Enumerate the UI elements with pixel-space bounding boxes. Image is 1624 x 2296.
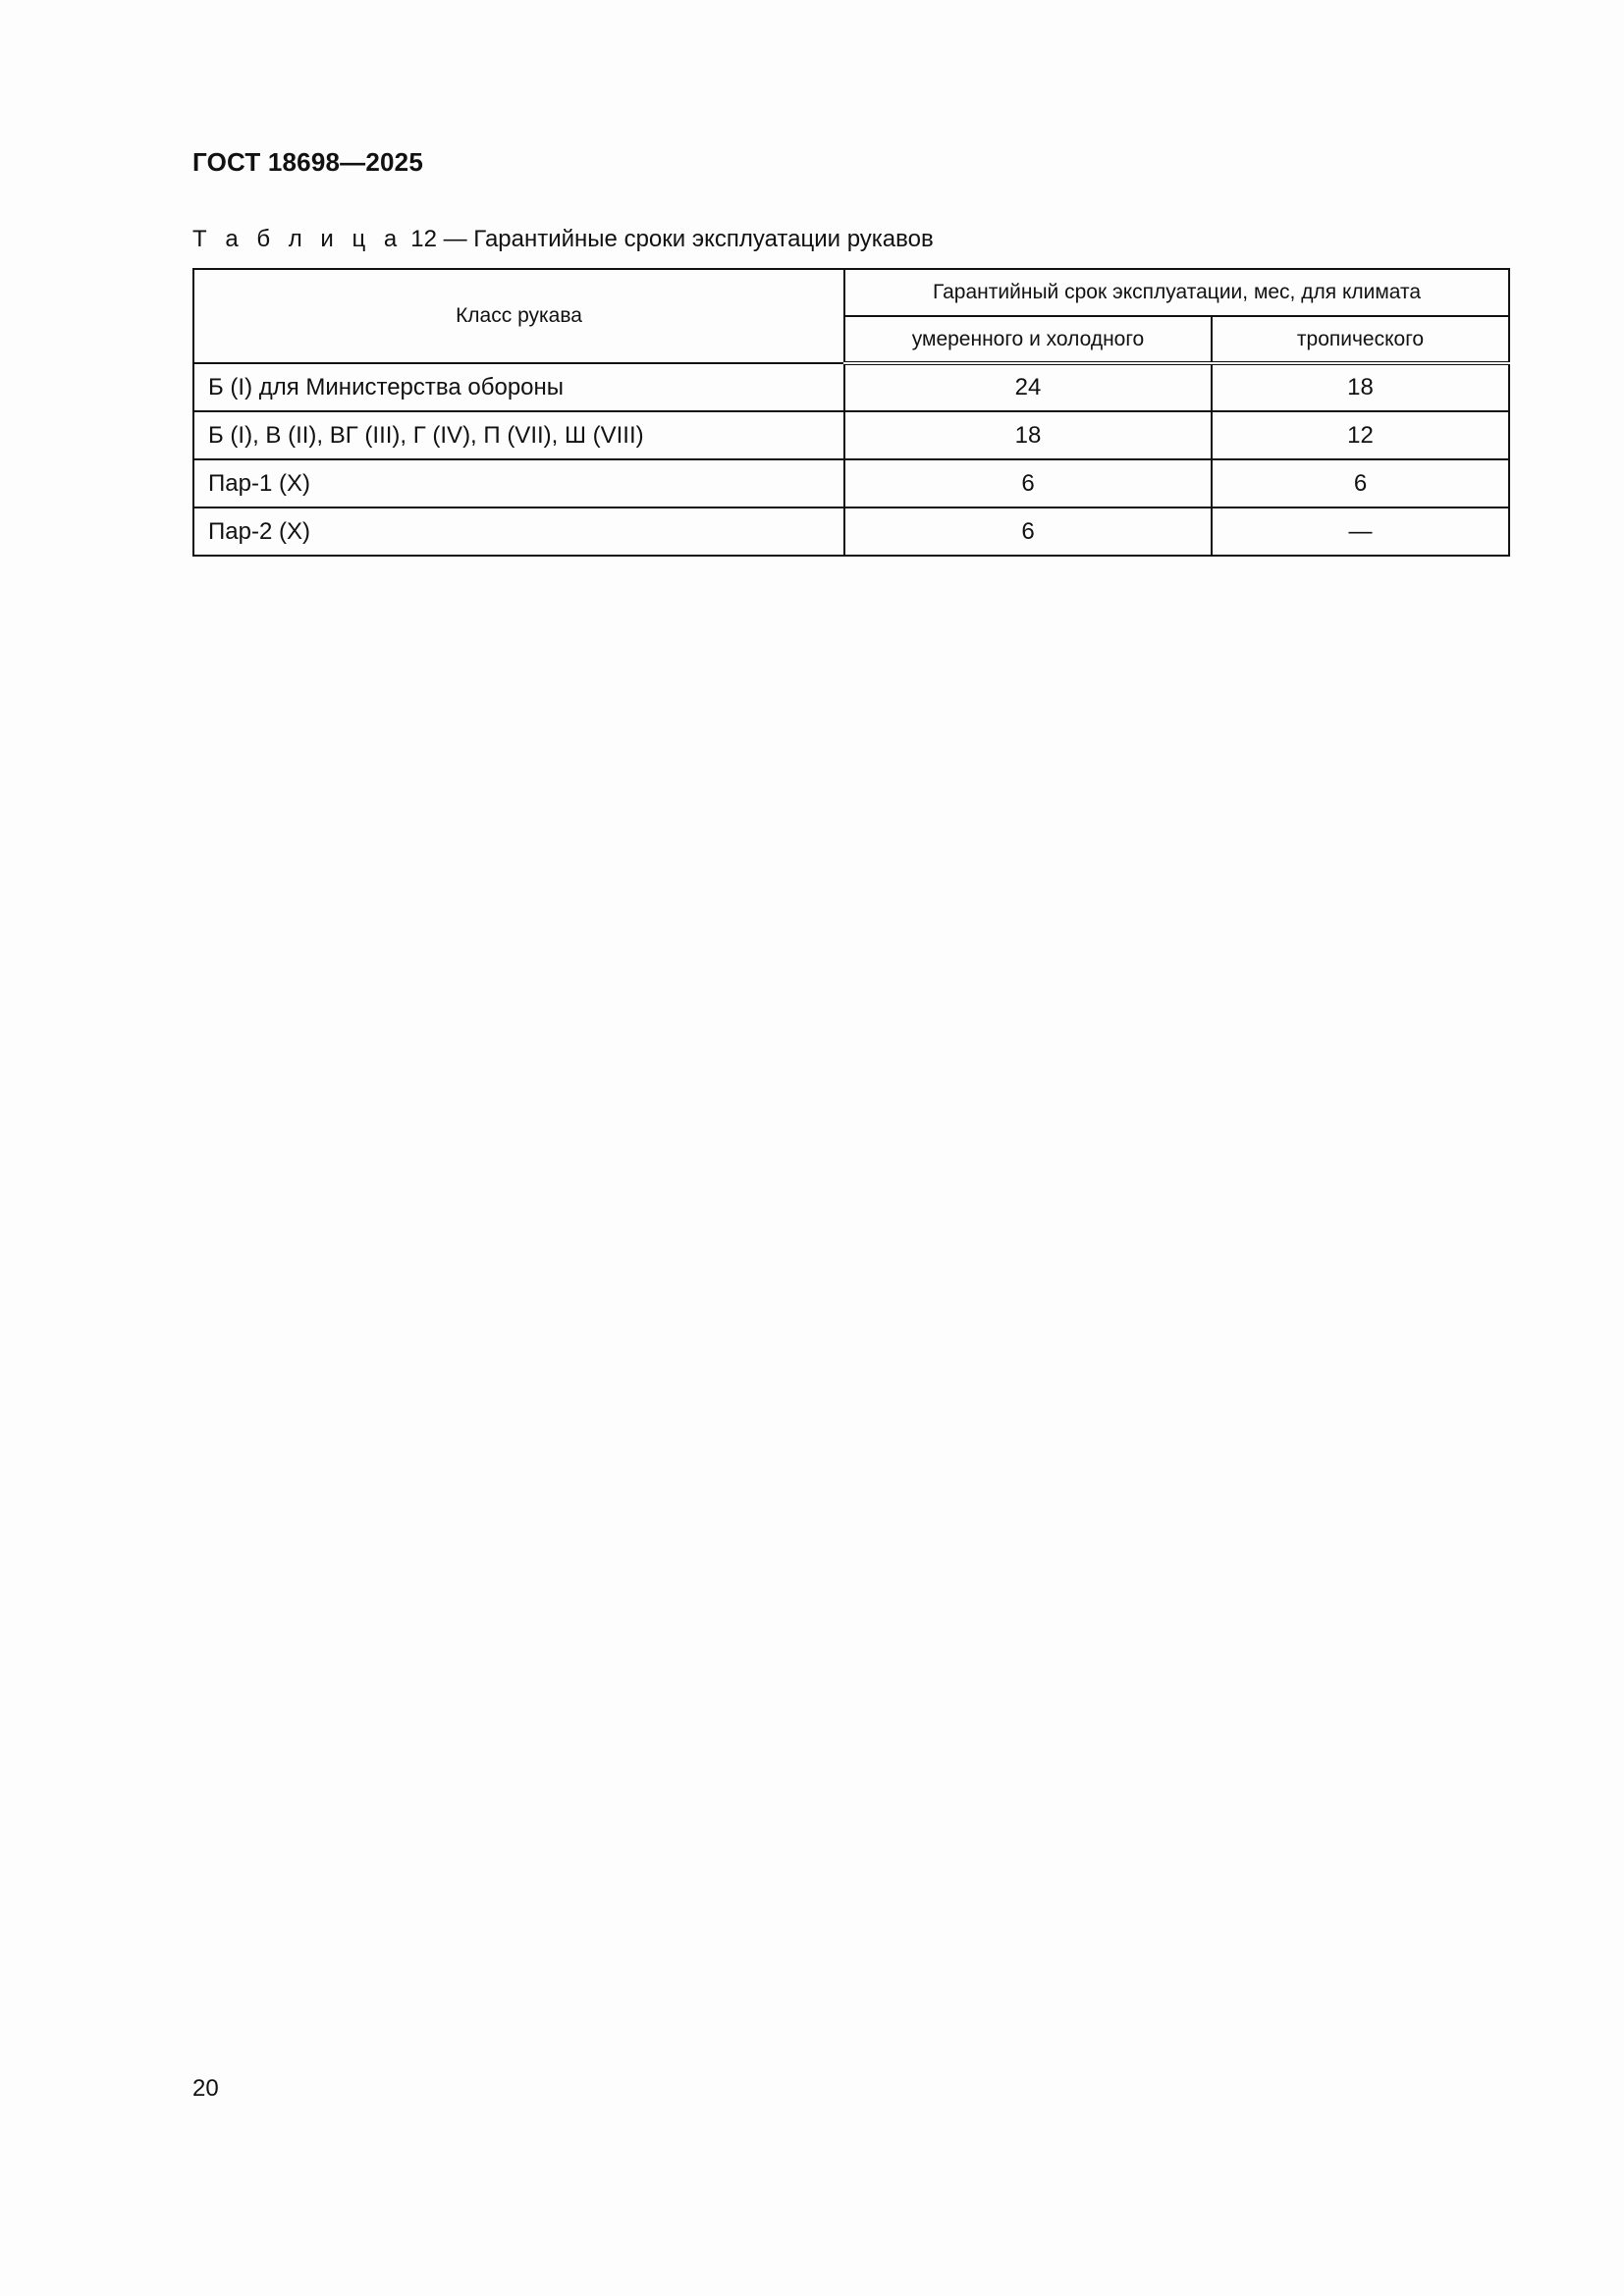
table-row <box>193 363 1509 411</box>
table-header-row <box>193 269 1509 316</box>
warranty-table <box>192 268 1510 557</box>
moderate-value-cell: 6 <box>844 459 1212 507</box>
hose-class-cell: Б (I) для Министерства обороны <box>193 363 844 411</box>
table-caption-label: Т а б л и ц а <box>192 226 404 252</box>
header-tropical-climate: тропического <box>1212 316 1509 363</box>
moderate-value-cell: 18 <box>844 411 1212 459</box>
moderate-value-cell: 24 <box>844 363 1212 411</box>
header-hose-class: Класс рукава <box>193 269 844 363</box>
page-number: 20 <box>192 2075 219 2102</box>
header-moderate-climate: умеренного и холодного <box>844 316 1212 363</box>
moderate-value-cell: 6 <box>844 507 1212 556</box>
table-caption-text: 12 — Гарантийные сроки эксплуатации рукавов <box>410 226 934 252</box>
tropical-value-cell: 6 <box>1212 459 1509 507</box>
header-warranty-period: Гарантийный срок эксплуатации, мес, для климата <box>844 269 1509 316</box>
table-row <box>193 507 1509 556</box>
hose-class-cell: Пар-2 (X) <box>193 507 844 556</box>
table-row <box>193 459 1509 507</box>
tropical-value-cell: — <box>1212 507 1509 556</box>
hose-class-cell: Б (I), В (II), ВГ (III), Г (IV), П (VII), Ш (VIII) <box>193 411 844 459</box>
document-header: ГОСТ 18698—2025 <box>192 147 423 177</box>
table-row <box>193 411 1509 459</box>
table-caption <box>192 226 934 253</box>
tropical-value-cell: 18 <box>1212 363 1509 411</box>
hose-class-cell: Пар-1 (X) <box>193 459 844 507</box>
tropical-value-cell: 12 <box>1212 411 1509 459</box>
